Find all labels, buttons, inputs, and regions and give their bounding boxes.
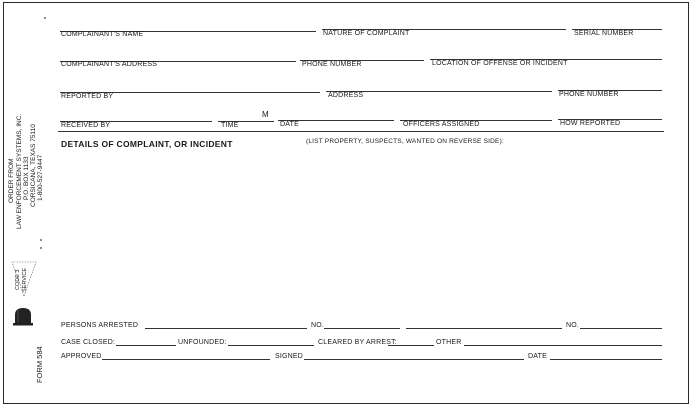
- no-2-line[interactable]: [580, 328, 662, 329]
- time-m-mark: M: [262, 110, 269, 119]
- details-note: (LIST PROPERTY, SUSPECTS, WANTED ON REVERSE SIDE):: [306, 138, 504, 145]
- other-line[interactable]: [464, 345, 662, 346]
- phone-number-2-label: PHONE NUMBER: [559, 91, 619, 98]
- cleared-by-arrest-label: CLEARED BY ARREST:: [318, 339, 397, 346]
- location-of-offense-label: LOCATION OF OFFENSE OR INCIDENT: [432, 60, 568, 67]
- signed-label: SIGNED: [275, 353, 304, 360]
- order-from-line-4: CORSICANA, TEXAS 75110: [30, 124, 37, 207]
- serial-number-label: SERIAL NUMBER: [574, 30, 634, 37]
- reported-by-label: REPORTED BY: [61, 93, 114, 100]
- persons-arrested-2-line[interactable]: [406, 328, 562, 329]
- other-label: OTHER: [436, 339, 462, 346]
- complaint-form: [3, 2, 689, 404]
- form-number: FORM 584: [35, 346, 44, 383]
- approved-label: APPROVED: [61, 353, 102, 360]
- order-from-line-1: ORDER FROM: [8, 158, 15, 203]
- unfounded-label: UNFOUNDED:: [178, 339, 227, 346]
- no-1-line[interactable]: [324, 328, 400, 329]
- order-from-line-5: 1-800-527-9447: [37, 154, 44, 201]
- time-label: TIME: [221, 122, 239, 129]
- cleared-by-arrest-line[interactable]: [388, 345, 434, 346]
- details-top-rule: [58, 131, 664, 132]
- order-from-line-3: P.O. BOX 1133: [23, 156, 30, 200]
- case-closed-label: CASE CLOSED:: [61, 339, 116, 346]
- persons-arrested-label: PERSONS ARRESTED: [61, 322, 139, 329]
- persons-arrested-line[interactable]: [145, 328, 307, 329]
- service-text: SERVICE: [22, 267, 28, 292]
- scatter-dot-1: [40, 239, 42, 241]
- signed-line[interactable]: [304, 359, 524, 360]
- order-from-line-2: LAW ENFORCEMENT SYSTEMS, INC.: [16, 113, 23, 229]
- how-reported-label: HOW REPORTED: [560, 120, 621, 127]
- case-closed-line[interactable]: [116, 345, 176, 346]
- complainant-name-label: COMPLAINANT'S NAME: [61, 31, 144, 38]
- officers-assigned-label: OFFICERS ASSIGNED: [403, 121, 480, 128]
- unfounded-line[interactable]: [228, 345, 314, 346]
- siren-icon: [12, 306, 34, 326]
- received-by-label: RECEIVED BY: [61, 122, 111, 129]
- code3-text: CODE 3: [15, 269, 21, 290]
- phone-number-label: PHONE NUMBER: [302, 61, 362, 68]
- address-label: ADDRESS: [328, 92, 364, 99]
- details-text-area[interactable]: [60, 151, 662, 316]
- scatter-dot-2: [40, 247, 42, 249]
- complainant-address-label: COMPLAINANT'S ADDRESS: [61, 61, 158, 68]
- nature-of-complaint-label: NATURE OF COMPLAINT: [323, 30, 410, 37]
- details-heading: DETAILS OF COMPLAINT, OR INCIDENT: [61, 139, 233, 149]
- date-label: DATE: [280, 121, 299, 128]
- date-bottom-line[interactable]: [550, 359, 662, 360]
- no-2-label: NO.: [566, 322, 580, 329]
- corner-dot: [44, 17, 46, 19]
- approved-line[interactable]: [102, 359, 270, 360]
- date-bottom-label: DATE: [528, 353, 547, 360]
- no-1-label: NO.: [311, 322, 325, 329]
